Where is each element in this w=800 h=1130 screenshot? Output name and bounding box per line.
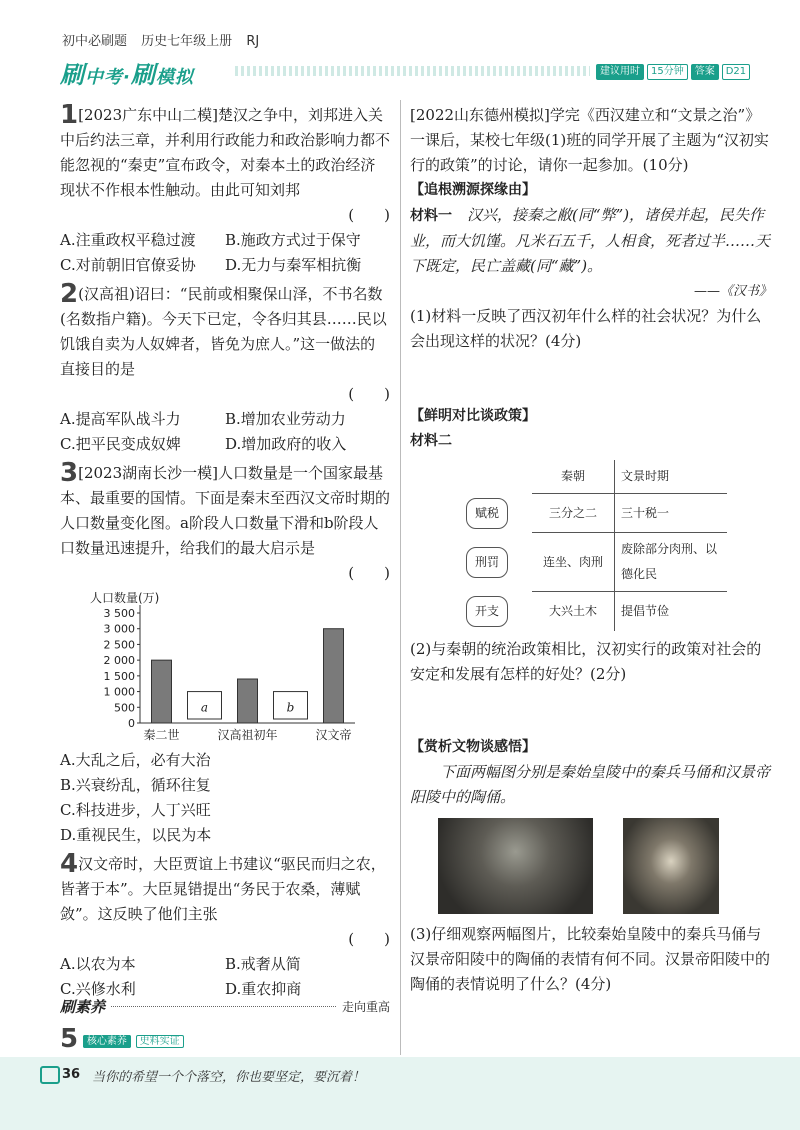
- option-c[interactable]: C.兴修水利: [60, 980, 136, 998]
- robot-icon: [40, 1066, 60, 1084]
- table-cell: 大兴土木: [532, 592, 615, 631]
- material-2-label: 材料二: [410, 433, 452, 449]
- edition: RJ: [246, 34, 260, 49]
- dotted-rule: [111, 1006, 336, 1007]
- question-1: [60, 100, 391, 278]
- question-text: (汉高祖)诏曰：“民前或相聚保山泽，不书名数(名数指户籍)。今天下已定，令各归其县……民以饥饿自卖为人奴婢者，皆免为庶人。”这一做法的直接目的是: [60, 285, 387, 378]
- answer-blank[interactable]: ( ): [348, 385, 390, 403]
- banner-sub-2: 模拟: [155, 67, 194, 88]
- x-tick-label: 秦二世: [143, 728, 180, 742]
- row-label: 开支: [466, 596, 508, 627]
- subject-title: 历史七年级上册: [141, 34, 233, 49]
- option-a[interactable]: A.大乱之后，必有大治: [60, 751, 211, 769]
- table-row: [460, 533, 727, 592]
- row-label: 刑罚: [466, 547, 508, 578]
- question-number: 3: [60, 458, 79, 488]
- section-header: [60, 996, 390, 1017]
- option-d[interactable]: D.无力与秦军相抗衡: [225, 256, 362, 274]
- question-number: 4: [60, 849, 79, 879]
- answer-blank[interactable]: ( ): [348, 564, 390, 582]
- policy-table: [460, 460, 727, 631]
- y-tick-label: 3 500: [103, 607, 135, 620]
- question-number: 1: [60, 100, 79, 130]
- option-d[interactable]: D.增加政府的收入: [225, 435, 347, 453]
- y-axis-label: 人口数量(万): [90, 591, 160, 605]
- question-3: [60, 458, 391, 848]
- question-2: [60, 279, 390, 457]
- han-figurine-photo: [623, 818, 719, 914]
- question-text: 汉文帝时，大臣贾谊上书建议“驱民而归之农，皆著于本”。大臣晁错提出“务民于农桑，薄赋敛”。这反映了他们主张: [60, 855, 386, 923]
- y-tick-label: 2 000: [103, 654, 135, 668]
- time-value: 15分钟: [647, 64, 688, 80]
- right-column: [410, 103, 772, 997]
- y-tick-label: 1 500: [103, 669, 135, 683]
- option-b[interactable]: B.施政方式过于保守: [225, 231, 361, 249]
- option-a[interactable]: A.注重政权平稳过渡: [60, 231, 196, 249]
- material-1: [410, 203, 772, 279]
- y-tick-label: 2 500: [103, 638, 135, 652]
- table-cell: 废除部分肉刑、以德化民: [615, 533, 728, 592]
- question-5-start: [60, 1024, 390, 1054]
- core-tag: 核心素养: [83, 1035, 131, 1048]
- table-header: 秦朝: [532, 460, 615, 494]
- table-cell: 三分之二: [532, 494, 615, 533]
- option-a[interactable]: A.以农为本: [60, 955, 136, 973]
- time-label: 建议用时: [596, 64, 644, 80]
- option-b[interactable]: B.兴衰纷乱，循环往复: [60, 776, 211, 794]
- section-right: 走向重高: [341, 1000, 390, 1014]
- material-3-text: 下面两幅图分别是秦始皇陵中的秦兵马俑和汉景帝阳陵中的陶俑。: [410, 762, 771, 806]
- stage-box-label: a: [200, 700, 209, 715]
- table-row: [460, 592, 727, 631]
- option-b[interactable]: B.戒奢从简: [225, 955, 301, 973]
- time-info: [596, 64, 750, 80]
- answer-space-2[interactable]: [410, 687, 772, 735]
- option-a[interactable]: A.提高军队战斗力: [60, 410, 181, 428]
- y-tick-label: 0: [128, 717, 135, 730]
- answer-label: 答案: [691, 64, 719, 80]
- option-d[interactable]: D.重农抑商: [225, 980, 302, 998]
- section-compare: 【鲜明对比谈政策】: [410, 408, 536, 424]
- option-c[interactable]: C.对前朝旧官僚妥协: [60, 256, 196, 274]
- answer-page: D21: [722, 64, 750, 80]
- bar: [152, 660, 172, 723]
- y-tick-label: 500: [114, 701, 135, 715]
- banner-char-2: 刷: [130, 61, 156, 89]
- material-1-text: 汉兴，接秦之敝(同“弊”)，诸侯并起，民失作业，而大饥馑。凡米石五千，人相食，死者过半……天下既定，民亡盖藏(同“藏”)。: [410, 206, 771, 275]
- table-row: [460, 494, 727, 533]
- table-header: 文景时期: [615, 460, 728, 494]
- stage-box-label: b: [286, 700, 295, 715]
- left-column: [60, 100, 391, 1002]
- page-number: 36: [62, 1067, 81, 1082]
- book-header: [62, 30, 269, 49]
- y-tick-label: 1 000: [103, 685, 135, 699]
- terracotta-warriors-photo: [438, 818, 593, 914]
- y-tick-label: 3 000: [103, 622, 135, 636]
- table-corner: [460, 460, 532, 494]
- photo-row: [438, 818, 772, 914]
- population-chart: [60, 588, 360, 748]
- option-b[interactable]: B.增加农业劳动力: [225, 410, 346, 428]
- sub-question-3: (3)仔细观察两幅图片，比较秦始皇陵中的秦兵马俑与汉景帝阳陵中的陶俑的表情有何不同。汉景帝阳陵中的陶俑的表情说明了什么？(4分): [410, 924, 771, 993]
- section-artifact: 【赏析文物谈感悟】: [410, 738, 536, 755]
- book-title: 初中必刷题: [62, 34, 128, 49]
- row-label: 赋税: [466, 498, 508, 529]
- table-cell: 提倡节俭: [621, 603, 670, 618]
- question-number: 5: [60, 1024, 79, 1054]
- answer-blank[interactable]: ( ): [348, 206, 390, 224]
- bar: [238, 679, 258, 723]
- table-cell: 三十税一: [615, 494, 728, 533]
- section-title: 刷素养: [60, 998, 106, 1016]
- banner-decoration: [235, 66, 590, 76]
- option-c[interactable]: C.科技进步，人丁兴旺: [60, 801, 211, 819]
- question-text: [2023广东中山二模]楚汉之争中，刘邦进入关中后约法三章，并利用行政能力和政治影响力都不能忽视的“秦吏”宣布政令，对秦本土的政治经济现状不作根本性触动。由此可知刘邦: [60, 106, 391, 199]
- q5-intro: [2022山东德州模拟]学完《西汉建立和“文景之治”》一课后，某校七年级(1)班的同学开展了主题为“汉初实行的政策”的讨论，请你一起参加。(10分): [410, 106, 769, 174]
- question-number: 2: [60, 279, 79, 309]
- material-1-label: 材料一: [410, 208, 452, 224]
- footer-motto: 当你的希望一个个落空，你也要坚定，要沉着！: [92, 1070, 366, 1085]
- answer-blank[interactable]: ( ): [348, 930, 390, 948]
- banner-dot: ·: [123, 67, 131, 88]
- question-text: [2023湖南长沙一模]人口数量是一个国家最基本、最重要的国情。下面是秦末至西汉文帝时期的人口数量变化图。a阶段人口数量下滑和b阶段人口数量迅速提升，给我们的最大启示是: [60, 464, 391, 557]
- banner-sub: 中考: [85, 67, 123, 88]
- option-d[interactable]: D.重视民生，以民为本: [60, 826, 212, 844]
- banner-title: [60, 55, 194, 90]
- answer-space-1[interactable]: [410, 354, 772, 404]
- x-tick-label: 汉文帝: [315, 728, 352, 742]
- table-cell: 连坐、肉刑: [532, 533, 615, 592]
- evidence-tag: 史料实证: [136, 1035, 184, 1048]
- column-divider: [400, 100, 401, 1055]
- sub-question-1: (1)材料一反映了西汉初年什么样的社会状况？为什么会出现这样的状况？(4分): [410, 307, 762, 350]
- option-c[interactable]: C.把平民变成奴婢: [60, 435, 181, 453]
- section-trace: 【追根溯源探缘由】: [410, 182, 536, 198]
- bar: [324, 629, 344, 723]
- banner-char: 刷: [60, 61, 85, 89]
- question-4: [60, 849, 390, 1002]
- x-tick-label: 汉高祖初年: [217, 728, 278, 742]
- material-1-source: ——《汉书》: [693, 284, 772, 299]
- sub-question-2: (2)与秦朝的统治政策相比，汉初实行的政策对社会的安定和发展有怎样的好处？(2分): [410, 639, 762, 683]
